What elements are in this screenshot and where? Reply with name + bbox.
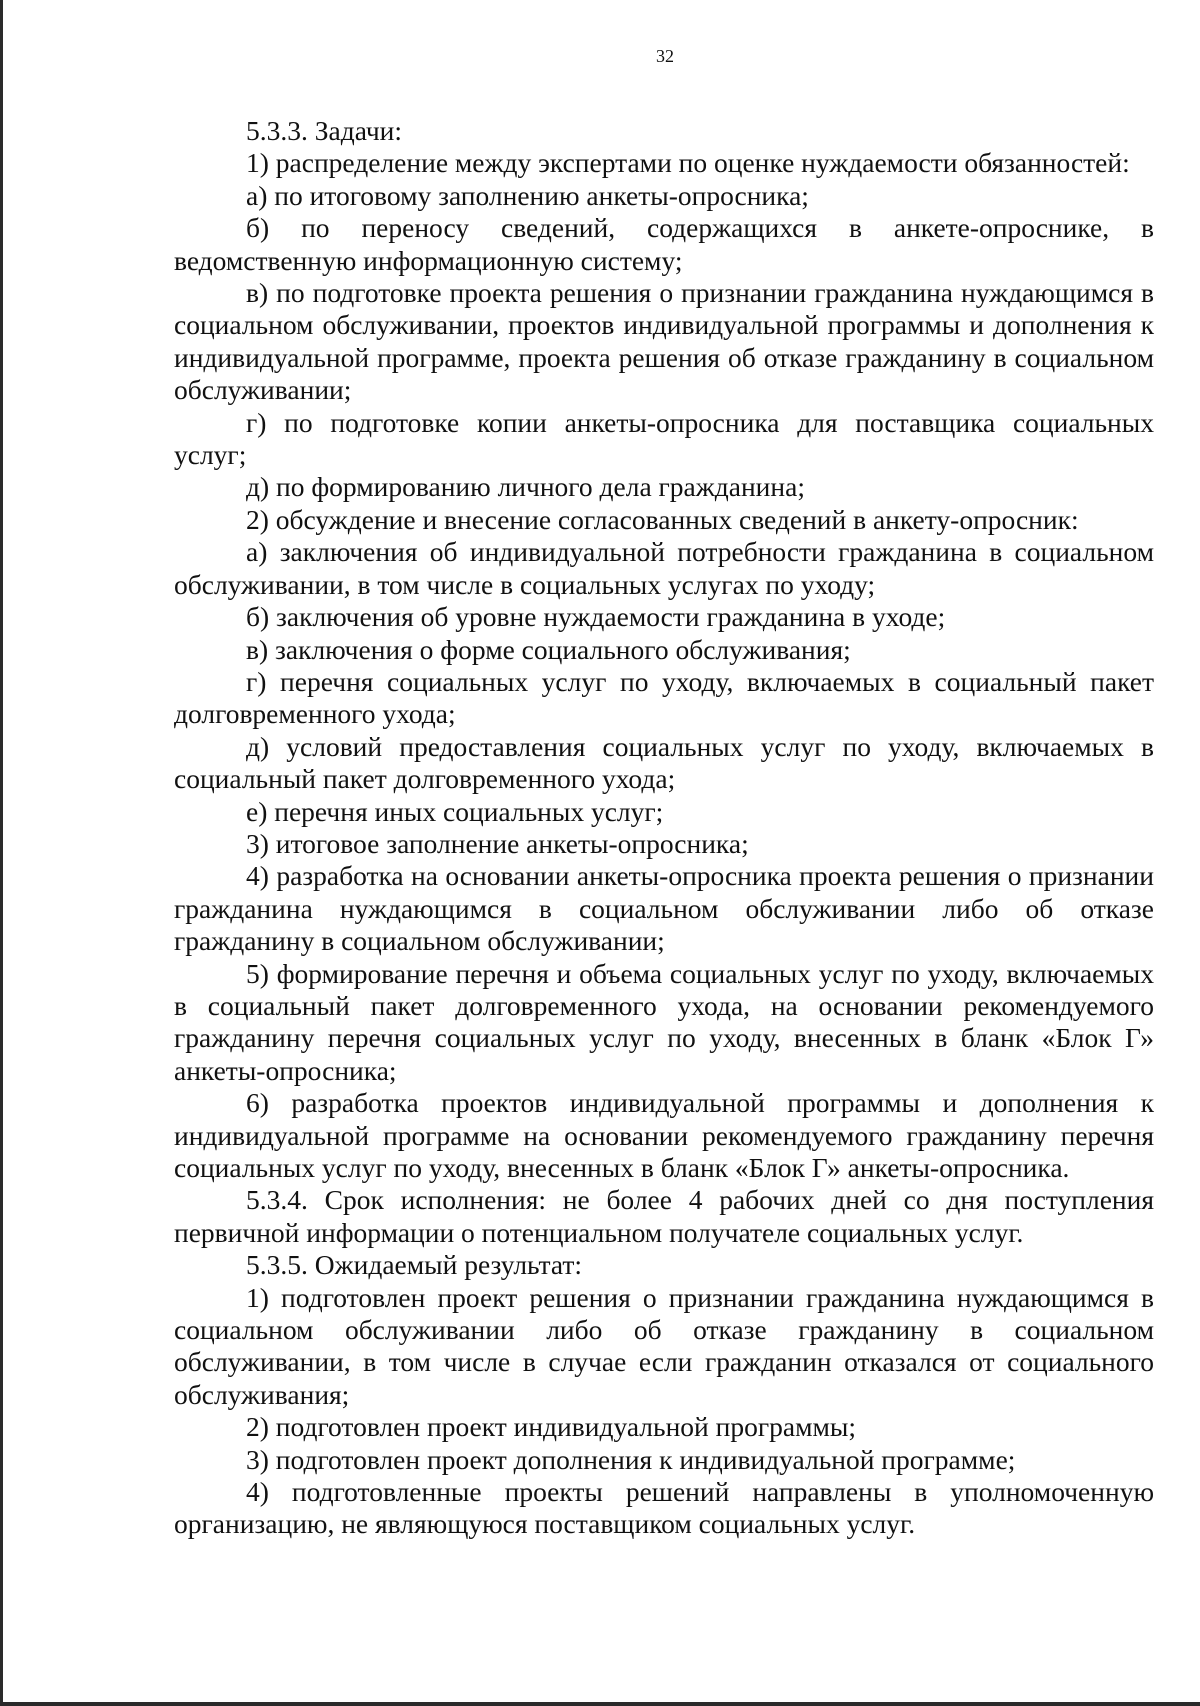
list-item: 4) подготовленные проекты решений направлены в уполномоченную организацию, не являющуюся поставщиком социальных услуг. (174, 1476, 1154, 1540)
document-body (174, 115, 1154, 1541)
list-item: в) по подготовке проекта решения о признании гражданина нуждающимся в социальном обслуживании, проектов индивидуальной программы и дополнения к индивидуальной программе, проекта решения об отказе гражданину в социальном обслуживании; (174, 277, 1154, 406)
list-item: в) заключения о форме социального обслуживания; (246, 633, 851, 665)
list-item: 4) разработка на основании анкеты-опросника проекта решения о признании гражданина нуждающимся в социальном обслуживании либо об отказе гражданину в социальном обслуживании; (174, 860, 1154, 957)
list-item: б) заключения об уровне нуждаемости гражданина в уходе; (246, 601, 946, 633)
section-heading-tasks: 5.3.3. Задачи: (246, 115, 403, 146)
list-item: е) перечня иных социальных услуг; (246, 795, 664, 827)
list-item: а) заключения об индивидуальной потребности гражданина в социальном обслуживании, в том числе в социальных услугах по уходу; (174, 536, 1154, 600)
list-item: г) перечня социальных услуг по уходу, включаемых в социальный пакет долговременного ухода; (174, 665, 1154, 730)
list-item: 2) подготовлен проект индивидуальной программы; (246, 1411, 856, 1443)
list-item: 1) распределение между экспертами по оценке нуждаемости обязанностей: (246, 147, 1130, 179)
list-item: б) по переносу сведений, содержащихся в анкете-опроснике, в ведомственную информационную систему; (174, 212, 1154, 276)
scan-edge-left (0, 0, 3, 1706)
section-deadline: 5.3.4. Срок исполнения: не более 4 рабочих дней со дня поступления первичной информации о потенциальном получателе социальных услуг. (174, 1184, 1154, 1248)
list-item: 5) формирование перечня и объема социальных услуг по уходу, включаемых в социальный пакет долговременного ухода, на основании рекомендуемого гражданину перечня социальных услуг по уходу, внесенных в бланк «Блок Г» анкеты-опросника; (174, 957, 1154, 1086)
list-item: 1) подготовлен проект решения о признании гражданина нуждающимся в социальном обслуживании либо об отказе гражданину в социальном обслуживании, в том числе в случае если гражданин отказался от социального обслуживания; (174, 1281, 1154, 1410)
scan-edge-bottom (0, 1702, 1200, 1706)
list-item: 2) обсуждение и внесение согласованных сведений в анкету-опросник: (246, 503, 1079, 535)
list-item: д) по формированию личного дела гражданина; (246, 471, 805, 503)
list-item: д) условий предоставления социальных услуг по уходу, включаемых в социальный пакет долговременного ухода; (174, 730, 1154, 795)
page-number: 32 (656, 46, 674, 66)
list-item: г) по подготовке копии анкеты-опросника для поставщика социальных услуг; (174, 406, 1154, 471)
list-item: 6) разработка проектов индивидуальной программы и дополнения к индивидуальной программе на основании рекомендуемого гражданину перечня социальных услуг по уходу, внесенных в бланк «Блок Г» анкеты-опросника. (174, 1087, 1154, 1183)
list-item: а) по итоговому заполнению анкеты-опросника; (246, 179, 809, 211)
list-item: 3) итоговое заполнение анкеты-опросника; (246, 827, 749, 859)
section-heading-expected-result: 5.3.5. Ожидаемый результат: (246, 1249, 583, 1281)
list-item: 3) подготовлен проект дополнения к индивидуальной программе; (246, 1443, 1016, 1475)
